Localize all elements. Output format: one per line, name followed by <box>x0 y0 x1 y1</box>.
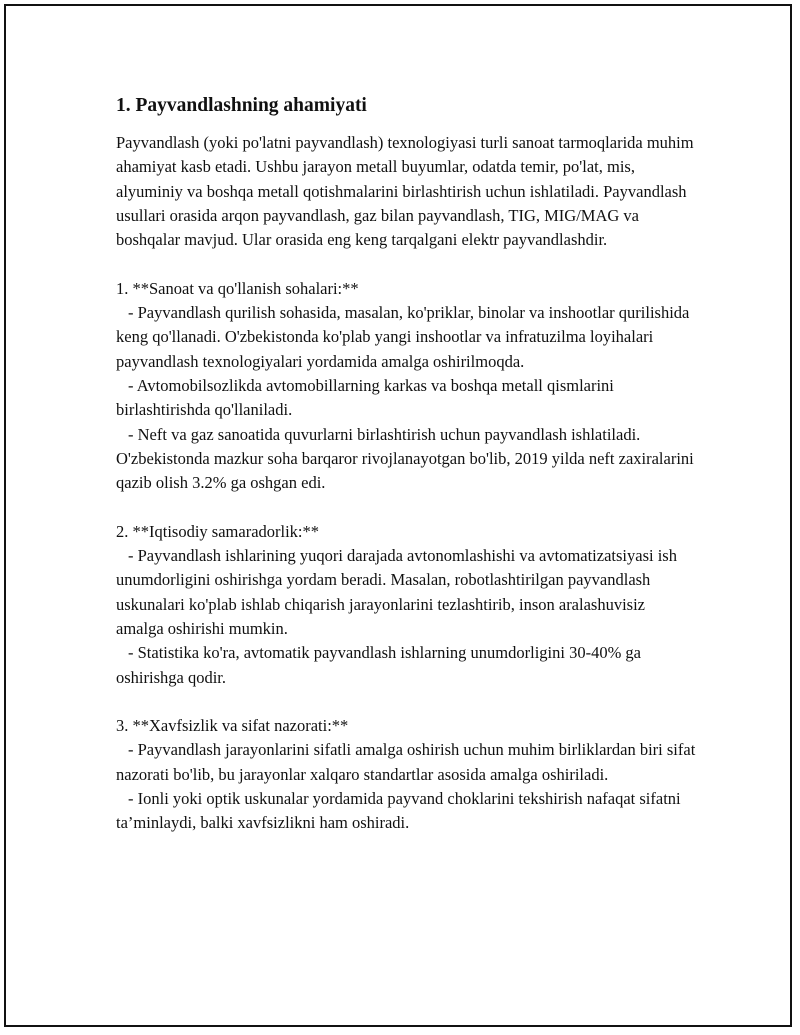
document-title: 1. Payvandlashning ahamiyati <box>116 95 367 116</box>
section-heading: 2. **Iqtisodiy samaradorlik:** <box>116 521 320 541</box>
section-heading: 3. **Xavfsizlik va sifat nazorati:** <box>116 716 349 736</box>
section-industry <box>116 277 696 496</box>
section-economy <box>116 520 696 690</box>
section-item: - Neft va gaz sanoatida quvurlarni birlashtirish uchun payvandlash ishlatiladi. O'zbekistonda mazkur soha barqaror rivojlanayotgan bo'lib, 2019 yilda neft zaxiralarini qazib olish 3.2% ga oshgan edi. <box>116 424 694 493</box>
section-heading: 1. **Sanoat va qo'llanish sohalari:** <box>116 278 359 298</box>
document-body <box>116 93 696 836</box>
section-item: - Ionli yoki optik uskunalar yordamida payvand choklarini tekshirish nafaqat sifatni ta’minlaydi, balki xavfsizlikni ham oshiradi. <box>116 789 681 833</box>
section-item: - Avtomobilsozlikda avtomobillarning karkas va boshqa metall qismlarini birlashtirishda qo'llaniladi. <box>116 375 614 420</box>
section-safety <box>116 714 696 835</box>
section-item: - Statistika ko'ra, avtomatik payvandlash ishlarning unumdorligini 30-40% ga oshirishga qodir. <box>116 643 642 687</box>
section-item: - Payvandlash jarayonlarini sifatli amalga oshirish uchun muhim birliklardan biri sifat nazorati bo'lib, bu jarayonlar xalqaro standartlar asosida amalga oshiriladi. <box>116 740 696 784</box>
section-item: - Payvandlash qurilish sohasida, masalan, ko'priklar, binolar va inshootlar qurilishida keng qo'llanadi. O'zbekistonda ko'plab yangi inshootlar va infratuzilma loyihalari payvandlash texnologiyalari yordamida amalga oshirilmoqda. <box>116 303 690 371</box>
intro-paragraph: Payvandlash (yoki po'latni payvandlash) texnologiyasi turli sanoat tarmoqlarida muhim ahamiyat kasb etadi. Ushbu jarayon metall buyumlar, odatda temir, po'lat, mis, alyuminiy va boshqa metall qotishmalarini birlashtirish uchun ishlatiladi. Payvandlash usullari orasida arqon payvandlash, gaz bilan payvandlash, TIG, MIG/MAG va boshqalar mavjud. Ular orasida eng keng tarqalgani elektr payvandlashdir. <box>116 133 694 250</box>
section-item: - Payvandlash ishlarining yuqori darajada avtonomlashishi va avtomatizatsiyasi ish unumdorligini oshirishga yordam beradi. Masalan, robotlashtirilgan payvandlash uskunalari ko'plab ishlab chiqarish jarayonlarini tezlashtirib, inson aralashuvisiz amalga oshirishi mumkin. <box>116 546 677 638</box>
